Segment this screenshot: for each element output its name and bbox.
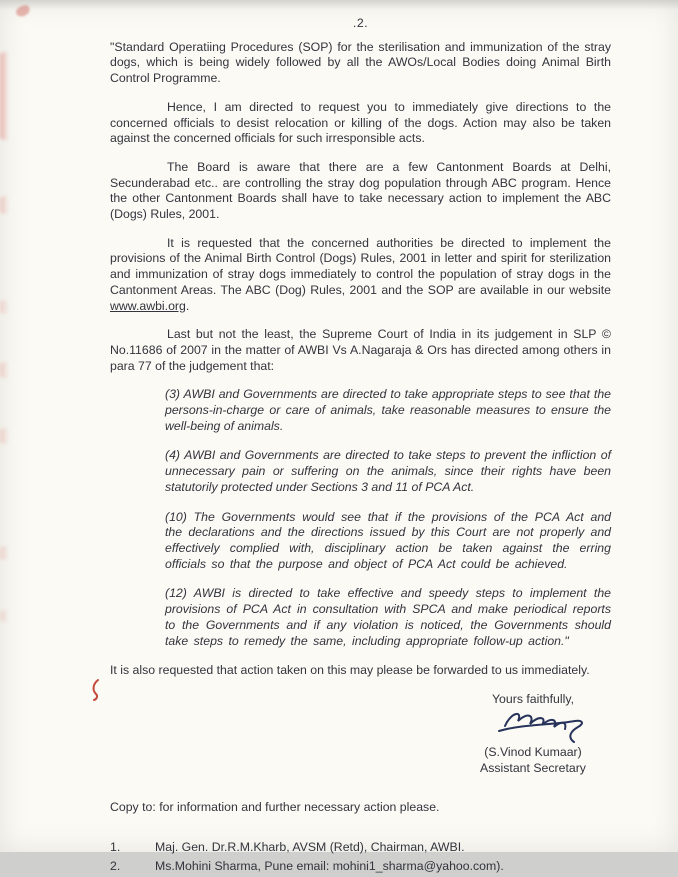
judgement-quote-3: (3) AWBI and Governments are directed to take appropriate steps to see that the persons-in-charge or care of animals, take reasonable measures to ensure the well-being of animals. [165, 387, 611, 433]
paragraph-abc-rules-period: . [185, 298, 190, 313]
paragraph-action-taken: It is also requested that action taken on this may please be forwarded to us immediately. [110, 663, 590, 678]
scan-artifact-edge-smudge [0, 428, 9, 444]
copy-to-section [110, 800, 611, 874]
valediction: Yours faithfully, [491, 691, 575, 706]
signatory-title: Assistant Secretary [480, 760, 586, 775]
scan-artifact-edge-smudge [0, 300, 9, 314]
handwritten-signature-icon [495, 704, 591, 744]
paragraph-abc-rules [110, 236, 611, 315]
paragraph-request-directions: Hence, I am directed to request you to immediately give directions to the concerned officials to desist relocation or killing of the dogs. Action may also be taken against the concerned officials for such irresponsible acts. [110, 99, 611, 146]
red-pen-mark [88, 678, 104, 707]
paragraph-abc-rules-text: It is requested that the concerned authorities be directed to implement the provisions of the Animal Birth Control (Dogs) Rules, 2001 in letter and spirit for sterilization and immunization of stray dogs immediately to control the population of stray dogs in the Cantonment Areas. The ABC (Dog) Rules, 2001 and the SOP are available in our website [110, 235, 611, 297]
paragraph-sop: "Standard Operatiing Procedures (SOP) for the sterilisation and immunization of the stray dogs, which is being widely followed by all the AWOs/Local Bodies doing Animal Birth Control Programme. [110, 39, 611, 86]
scan-artifact-edge-smudge [0, 610, 9, 622]
scan-shade-top [0, 0, 678, 10]
scan-artifact-edge-smudge [0, 546, 9, 560]
paragraph-cantonment-boards: The Board is aware that there are a few Cantonment Boards at Delhi, Secunderabad etc.. are controlling the stray dog population through ABC program. Hence the other Cantonment Boards shall have to take necessary action to implement the ABC (Dogs) Rules, 2001. [110, 159, 611, 222]
page-number: .2. [352, 16, 369, 30]
judgement-quote-4: (4) AWBI and Governments are directed to take steps to prevent the infliction of unnecessary pain or suffering on the animals, since their rights have been statutorily protected under Sections 3 and 11 of PCA Act. [165, 448, 611, 494]
judgement-quote-12: (12) AWBI is directed to take effective and speedy steps to implement the provisions of PCA Act in consultation with SPCA and make periodical reports to the Governments and if any violation is noticed, the Governments should take steps to remedy the same, including appropriate follow-up action." [165, 586, 611, 648]
copy-to-item [110, 859, 611, 875]
copy-item-number: 2. [110, 858, 121, 873]
copy-item-text: Ms.Mohini Sharma, Pune email: mohini1_sharma@yahoo.com). [155, 858, 504, 873]
scan-artifact-edge-smudge [0, 52, 9, 140]
scan-artifact-edge-smudge [0, 362, 9, 378]
copy-to-heading: Copy to: for information and further necessary action please. [110, 800, 440, 815]
closing-inner [457, 692, 609, 776]
judgement-quote-10: (10) The Governments would see that if the provisions of the PCA Act and the declarations and the directions issued by this Court are not properly and effectively complied with, disciplinary action be taken against the erring officials so that the purpose and object of PCA Act could be achieved. [165, 509, 611, 571]
letter-body [110, 16, 611, 877]
scan-artifact-red-blot [15, 4, 32, 18]
awbi-website-link[interactable]: www.awbi.org [110, 298, 186, 313]
signatory-name: (S.Vinod Kumaar) [484, 744, 582, 759]
scan-artifact-edge-smudge [0, 196, 9, 214]
copy-item-text: Maj. Gen. Dr.R.M.Kharb, AVSM (Retd), Chairman, AWBI. [155, 840, 465, 855]
paragraph-supreme-court: Last but not the least, the Supreme Court of India in its judgement in SLP © No.11686 of 2007 in the matter of AWBI Vs A.Nagaraja & Ors has directed among others in para 77 of the judgement that: [110, 327, 611, 373]
copy-to-item [110, 840, 611, 856]
signature [457, 708, 609, 744]
closing-block [110, 692, 611, 776]
copy-item-number: 1. [110, 840, 121, 855]
